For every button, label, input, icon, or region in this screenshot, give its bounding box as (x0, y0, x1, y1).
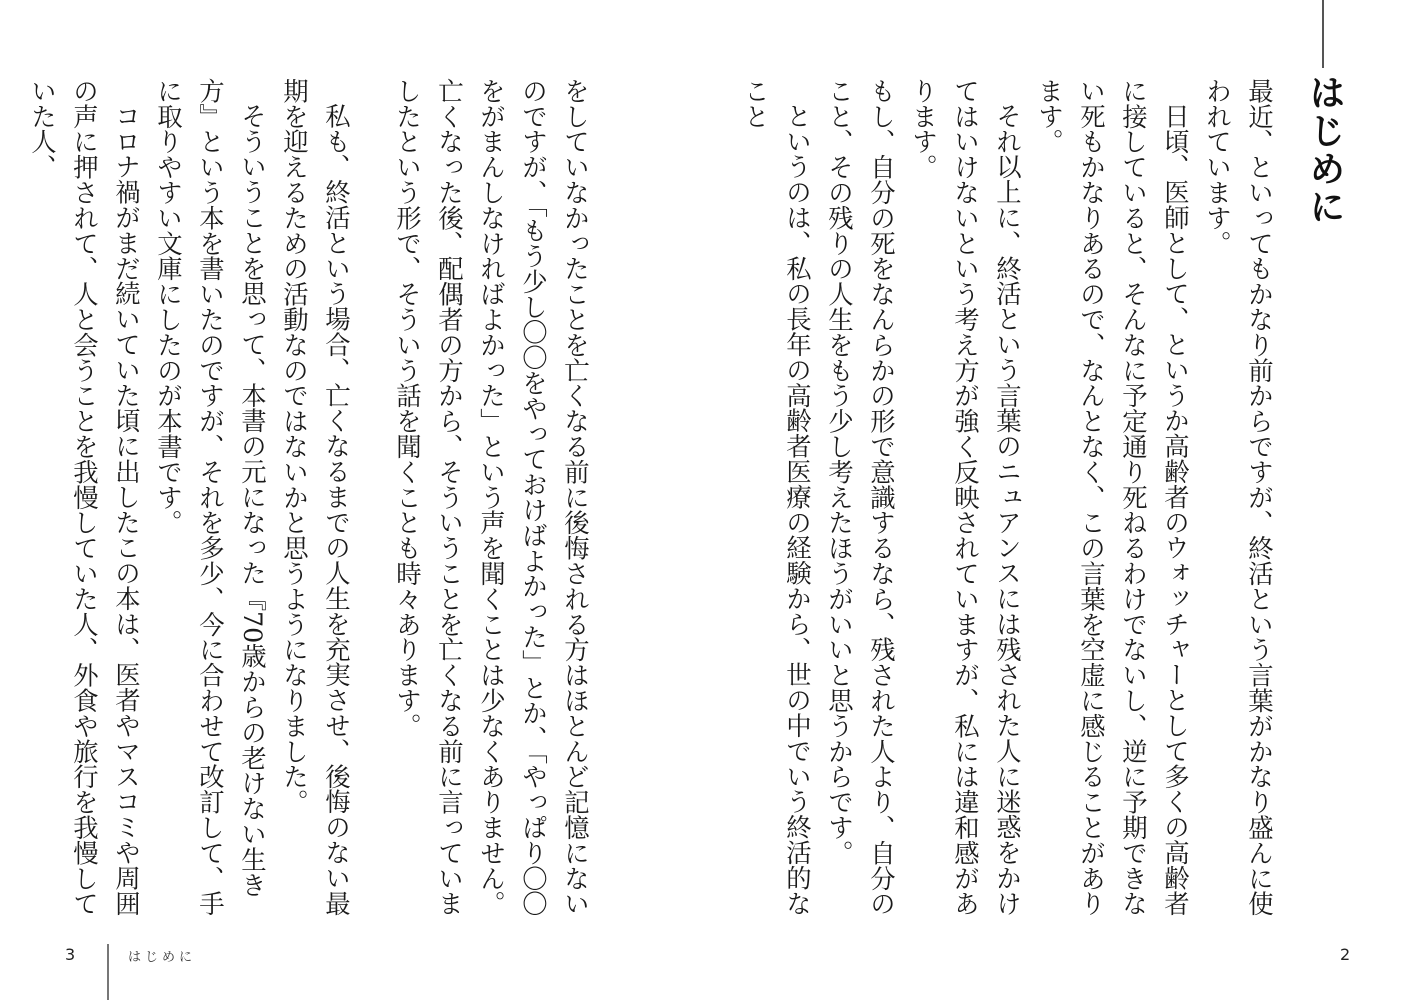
paragraph: というのは、私の長年の高齢者医療の経験から、世の中でいう終活的なこと (741, 78, 813, 917)
paragraph: 日頃、医師として、というか高齢者のウォッチャーとして多くの高齢者に接していると、そんなに予定通り死ねるわけでないし、逆に予期できない死もかなりあるので、なんとなく、この言葉を空虚に感じることがあります。 (1035, 78, 1191, 917)
paragraph: そういうことを思って、本書の元になった『70歳からの老けない生き方』という本を書いたのですが、それを多少、今に合わせて改訂して、手に取りやすい文庫にしたのが本書です。 (154, 78, 268, 917)
paragraph: もし、自分の死をなんらかの形で意識するなら、残された人より、自分のこと、その残りの人生をもう少し考えたほうがいいと思うからです。 (825, 78, 897, 917)
right-page-text (741, 78, 1281, 928)
left-page-text-continued (393, 78, 597, 928)
chapter-title: はじめに (1304, 74, 1345, 226)
paragraph: 最近、といってもかなり前からですが、終活という言葉がかなり盛んに使われています。 (1203, 78, 1275, 917)
running-head: はじめに (128, 950, 197, 965)
page-number-right: 2 (1340, 945, 1351, 964)
paragraph: 私も、終活という場合、亡くなるまでの人生を充実させ、後悔のない最期を迎えるための活動なのではないかと思うようになりました。 (280, 78, 352, 917)
page-number-left: 3 (65, 945, 76, 964)
running-head-rule (107, 944, 109, 1000)
chapter-marker-rule (1322, 0, 1324, 68)
paragraph: それ以上に、終活という言葉のニュアンスには残された人に迷惑をかけてはいけないという考え方が強く反映されていますが、私には違和感があります。 (909, 78, 1023, 917)
left-page-text (28, 78, 358, 928)
paragraph: をしていなかったことを亡くなる前に後悔される方はほとんど記憶にないのですが、「もう少し〇〇をやっておけばよかった」とか、「やっぱり〇〇をがまんしなければよかった」という声を聞くことは少なくありません。亡くなった後、配偶者の方から、そういうことを亡くなる前に言っていましたという形で、そういう話を聞くことも時々あります。 (393, 78, 591, 917)
paragraph: コロナ禍がまだ続いていた頃に出したこの本は、医者やマスコミや周囲の声に押されて、人と会うことを我慢していた人、外食や旅行を我慢していた人、 (28, 78, 142, 917)
